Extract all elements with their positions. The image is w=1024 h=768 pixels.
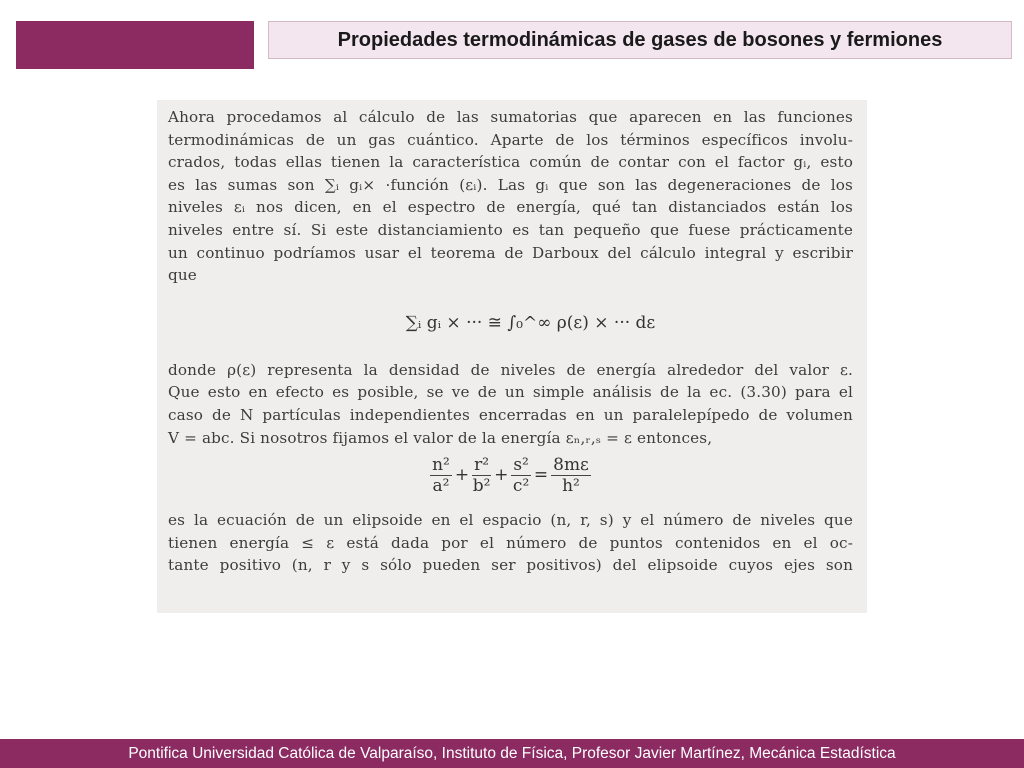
- scanned-text-image: [157, 100, 867, 613]
- text-line: Que esto en efecto es posible, se ve de un simple análisis de la ec. (3.30) para el: [168, 383, 853, 402]
- accent-block: [16, 21, 254, 69]
- paragraph-2: [168, 359, 853, 449]
- text-line: niveles entre sí. Si este distanciamiento es tan pequeño que fuese prácticamente: [168, 220, 853, 239]
- text-line: crados, todas ellas tienen la característica común de contar con el factor gᵢ, esto: [168, 153, 853, 172]
- text-line: tante positivo (n, r y s sólo pueden ser positivos) del elipsoide cuyos ejes son: [168, 556, 853, 575]
- text-line: caso de N partículas independientes encerradas en un paralelepípedo de volumen: [168, 405, 853, 424]
- paragraph-1: [168, 106, 853, 287]
- text-line: niveles εᵢ nos dicen, en el espectro de energía, qué tan distanciados están los: [168, 198, 853, 217]
- slide-title: Propiedades termodinámicas de gases de bosones y fermiones: [337, 28, 943, 51]
- denominator: b²: [472, 476, 491, 497]
- text-line: un continuo podríamos usar el teorema de Darboux del cálculo integral y escribir: [168, 243, 853, 262]
- denominator: h²: [562, 476, 580, 497]
- text-line: termodinámicas de un gas cuántico. Aparte de los términos específicos involu-: [168, 130, 853, 149]
- numerator: 8mε: [553, 455, 589, 476]
- paragraph-3: [168, 509, 853, 577]
- fraction: [472, 455, 491, 496]
- text-line: V = abc. Si nosotros fijamos el valor de la energía εₙ,ᵣ,ₛ = ε entonces,: [168, 428, 713, 447]
- footer-bar: [0, 739, 1024, 768]
- equation-integral: ∑ᵢ gᵢ × ··· ≅ ∫₀^∞ ρ(ε) × ··· dε: [405, 312, 656, 333]
- title-bar: [268, 21, 1012, 59]
- text-line: Ahora procedamos al cálculo de las sumatorias que aparecen en las funciones: [168, 108, 853, 126]
- text-line: es las sumas son ∑ᵢ gᵢ× ·función (εᵢ). Las gᵢ que son las degeneraciones de los: [168, 175, 853, 194]
- numerator: r²: [474, 455, 490, 476]
- text-line: que: [168, 266, 197, 285]
- text-line: donde ρ(ε) representa la densidad de niveles de energía alrededor del valor ε.: [168, 360, 853, 379]
- numerator: n²: [432, 455, 450, 476]
- text-line: tienen energía ≤ ε está dada por el número de puntos contenidos en el oc-: [168, 533, 853, 552]
- fraction: [430, 455, 452, 496]
- denominator: a²: [432, 476, 450, 497]
- numerator: s²: [513, 455, 529, 476]
- equation-ellipsoid: $\frac{\text{n²}}{\text{a²}}$ + $\frac{\text{r²}}{\text{b²}}$ + $\frac{\text{s²}}{\text{c²}}$ = $\frac{8m\varepsilon}{\text{h²}}$: [432, 455, 589, 497]
- fraction: [551, 455, 591, 496]
- footer-text: Pontifica Universidad Católica de Valparaíso, Instituto de Física, Profesor Javier Martínez, Mecánica Estadística: [128, 744, 896, 762]
- denominator: c²: [512, 476, 530, 497]
- text-line: es la ecuación de un elipsoide en el espacio (n, r, s) y el número de niveles que: [168, 511, 853, 530]
- fraction: [511, 455, 531, 496]
